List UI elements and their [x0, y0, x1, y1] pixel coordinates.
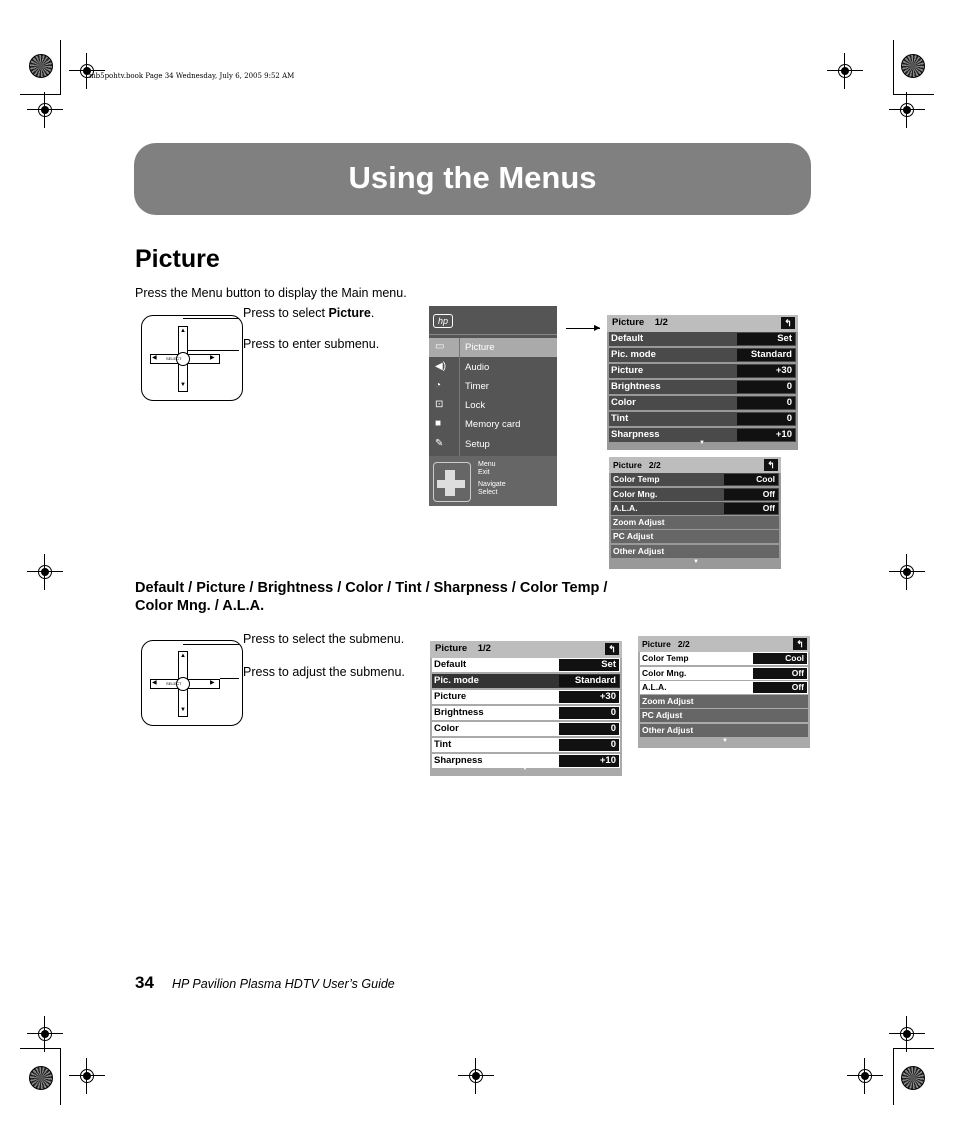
- main-menu-item[interactable]: ⊡ Lock: [435, 399, 486, 411]
- menu-row-sharpness[interactable]: Sharpness +10: [609, 428, 796, 442]
- print-info: mb5pohtv.book Page 34 Wednesday, July 6, 2005 9:52 AM: [89, 72, 295, 80]
- menu-row-sharpness[interactable]: Sharpness +10: [432, 754, 620, 768]
- menu-row-color[interactable]: Color 0: [432, 722, 620, 736]
- arrow-down-icon: ▼: [180, 707, 186, 713]
- callout-line: [187, 350, 239, 351]
- main-menu-item[interactable]: ◀) Audio: [435, 361, 490, 373]
- menu-row-zoom-adjust[interactable]: Zoom Adjust: [611, 516, 779, 529]
- registration-mark-icon: [897, 100, 917, 120]
- scroll-down-icon[interactable]: ▼: [722, 738, 728, 744]
- hp-logo: hp: [433, 314, 453, 328]
- registration-mark-icon: [35, 562, 55, 582]
- chapter-title: Using the Menus: [348, 160, 597, 195]
- callout-select-picture: Press to select Picture.: [243, 306, 375, 320]
- menu-row-default[interactable]: Default Set: [609, 332, 796, 346]
- menu-row-pc-adjust[interactable]: PC Adjust: [640, 709, 808, 722]
- wrench-icon: ✎: [435, 438, 444, 449]
- main-menu-item[interactable]: ◔ Timer: [435, 380, 489, 392]
- menu-row-picture[interactable]: Picture +30: [609, 364, 796, 378]
- menu-row-tint[interactable]: Tint 0: [609, 412, 796, 426]
- memory-card-icon: ■: [435, 418, 442, 429]
- intro-text: Press the Menu button to display the Main menu.: [135, 286, 407, 300]
- picture-menu-page1-selected: Picture 1/2 ↰ Default Set Pic. mode Standard Picture +30 Brightness 0 Color 0 Tint 0 Sharpness +10 ▼: [430, 641, 622, 776]
- menu-row-color-temp[interactable]: Color Temp Cool: [611, 473, 779, 486]
- arrow-up-icon: ▲: [180, 328, 186, 334]
- registration-mark-icon: [77, 1066, 97, 1086]
- section-title: Picture: [135, 245, 220, 273]
- lock-icon: ⊡: [435, 399, 444, 410]
- color-target-bottom-right: [901, 1066, 925, 1090]
- picture-menu-page1: Picture 1/2 ↰ Default Set Pic. mode Standard Picture +30 Brightness 0 Color 0 Tint 0 Sharpness +10 ▼: [607, 315, 798, 450]
- menu-row-zoom-adjust[interactable]: Zoom Adjust: [640, 695, 808, 708]
- menu-row-brightness[interactable]: Brightness 0: [609, 380, 796, 394]
- menu-row-color-mng[interactable]: Color Mng. Off: [640, 667, 808, 680]
- arrow-up-icon: ▲: [180, 653, 186, 659]
- main-menu-item[interactable]: ▭ Picture: [429, 338, 557, 357]
- scroll-down-icon[interactable]: ▼: [522, 766, 528, 772]
- menu-row-color[interactable]: Color 0: [609, 396, 796, 410]
- callout-line: [183, 318, 239, 319]
- menu-row-default[interactable]: Default Set: [432, 658, 620, 672]
- menu-row-color-temp[interactable]: Color Temp Cool: [640, 652, 808, 665]
- remote-control-diagram: [141, 315, 243, 401]
- menu-row-pc-adjust[interactable]: PC Adjust: [611, 530, 779, 543]
- back-icon[interactable]: ↰: [764, 459, 778, 471]
- back-icon[interactable]: ↰: [605, 643, 619, 655]
- menu-row-ala[interactable]: A.L.A. Off: [611, 502, 779, 515]
- registration-mark-icon: [897, 1024, 917, 1044]
- arrow-right-icon: ▶: [210, 680, 215, 686]
- menu-row-picture[interactable]: Picture +30: [432, 690, 620, 704]
- arrow-down-icon: ▼: [180, 382, 186, 388]
- settings-heading-line2: Color Mng. / A.L.A.: [135, 598, 265, 614]
- select-label: SELECT: [166, 356, 182, 361]
- footer-title: HP Pavilion Plasma HDTV User’s Guide: [172, 977, 395, 991]
- main-menu-screen: [429, 306, 557, 506]
- back-icon[interactable]: ↰: [793, 638, 807, 650]
- select-label: SELECT: [166, 681, 182, 686]
- picture-icon: ▭: [435, 341, 445, 352]
- color-target-bottom-left: [29, 1066, 53, 1090]
- callout-line: [220, 678, 239, 679]
- menu-row-pic-mode[interactable]: Pic. mode Standard: [432, 674, 620, 688]
- registration-mark-icon: [835, 61, 855, 81]
- scroll-down-icon[interactable]: ▼: [699, 440, 705, 446]
- color-target-top-left: [29, 54, 53, 78]
- menu-row-pic-mode[interactable]: Pic. mode Standard: [609, 348, 796, 362]
- callout-line: [183, 644, 239, 645]
- menu-legend: Menu Exit Navigate Select: [429, 456, 557, 506]
- arrow-left-icon: ◀: [152, 680, 157, 686]
- picture-menu-page2-selected: Picture 2/2 ↰ Color Temp Cool Color Mng. Off A.L.A. Off Zoom Adjust PC Adjust Other Adjust ▼: [638, 636, 810, 748]
- registration-mark-icon: [855, 1066, 875, 1086]
- picture-menu-page2: Picture 2/2 ↰ Color Temp Cool Color Mng. Off A.L.A. Off Zoom Adjust PC Adjust Other Adjust ▼: [609, 457, 781, 569]
- registration-mark-icon: [35, 100, 55, 120]
- callout-adjust-submenu: Press to adjust the submenu.: [243, 665, 405, 679]
- speaker-icon: ◀): [435, 361, 447, 372]
- menu-row-brightness[interactable]: Brightness 0: [432, 706, 620, 720]
- registration-mark-icon: [35, 1024, 55, 1044]
- menu-row-color-mng[interactable]: Color Mng. Off: [611, 488, 779, 501]
- remote-control-diagram: [141, 640, 243, 726]
- menu-row-other-adjust[interactable]: Other Adjust: [640, 724, 808, 737]
- page-number: 34: [135, 973, 154, 992]
- main-menu-item[interactable]: ■ Memory card: [435, 418, 521, 430]
- menu-row-other-adjust[interactable]: Other Adjust: [611, 545, 779, 558]
- scroll-down-icon[interactable]: ▼: [693, 559, 699, 565]
- menu-row-tint[interactable]: Tint 0: [432, 738, 620, 752]
- registration-mark-icon: [897, 562, 917, 582]
- back-icon[interactable]: ↰: [781, 317, 795, 329]
- main-menu-item[interactable]: ✎ Setup: [435, 438, 490, 450]
- callout-enter-submenu: Press to enter submenu.: [243, 337, 380, 351]
- color-target-top-right: [901, 54, 925, 78]
- registration-mark-icon: [466, 1066, 486, 1086]
- timer-icon: ◔: [435, 380, 442, 391]
- arrow-left-icon: ◀: [152, 355, 157, 361]
- callout-select-submenu: Press to select the submenu.: [243, 632, 405, 646]
- menu-row-ala[interactable]: A.L.A. Off: [640, 681, 808, 694]
- settings-heading-line1: Default / Picture / Brightness / Color / Tint / Sharpness / Color Temp /: [135, 580, 608, 596]
- arrow-right-icon: ▶: [210, 355, 215, 361]
